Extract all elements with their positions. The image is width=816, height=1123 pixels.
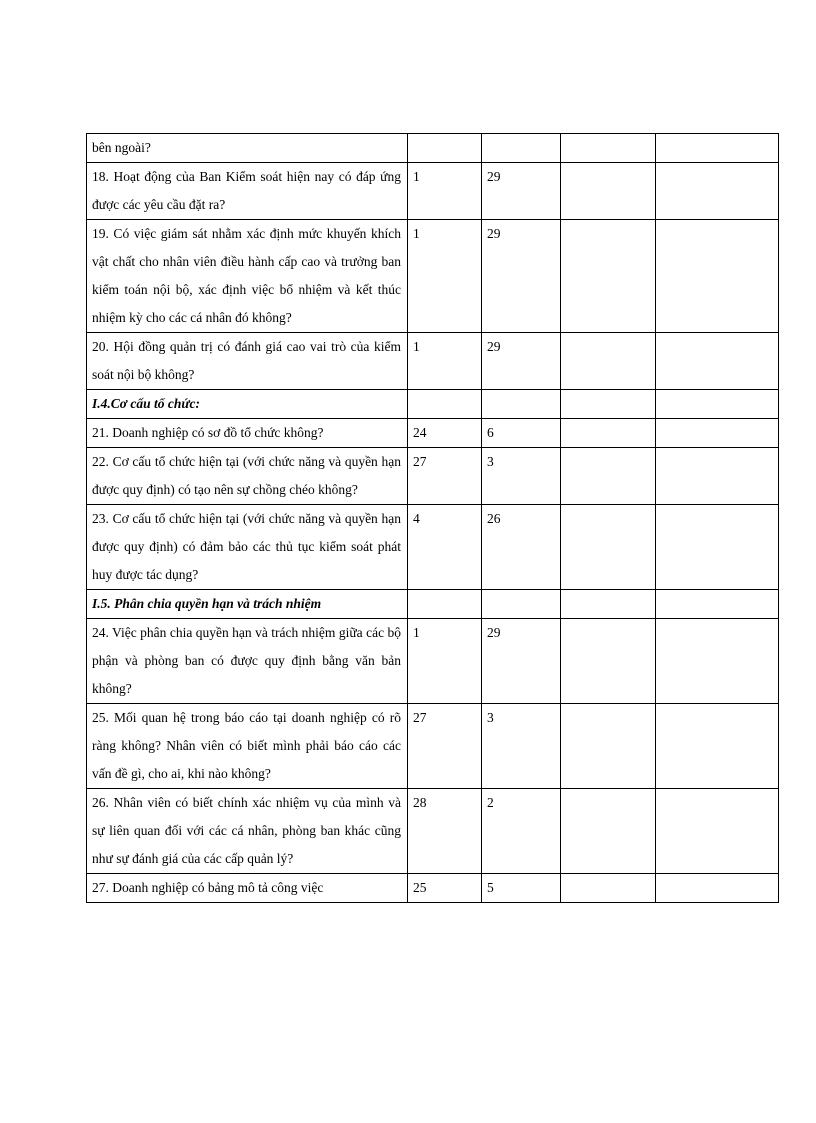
answer-count-2: 29 bbox=[482, 220, 561, 333]
survey-table bbox=[86, 133, 779, 903]
empty-cell bbox=[656, 390, 779, 419]
table-row bbox=[87, 789, 779, 874]
empty-cell bbox=[561, 220, 656, 333]
empty-cell bbox=[656, 134, 779, 163]
empty-cell bbox=[561, 619, 656, 704]
empty-cell bbox=[561, 134, 656, 163]
question-text: 25. Mối quan hệ trong báo cáo tại doanh nghiệp có rõ ràng không? Nhân viên có biết mình phải báo cáo các vấn đề gì, cho ai, khi nào không? bbox=[87, 704, 408, 789]
table-row bbox=[87, 704, 779, 789]
empty-cell bbox=[561, 448, 656, 505]
empty-cell bbox=[408, 590, 482, 619]
section-row bbox=[87, 390, 779, 419]
answer-count-2 bbox=[482, 134, 561, 163]
empty-cell bbox=[561, 789, 656, 874]
table-row bbox=[87, 333, 779, 390]
empty-cell bbox=[482, 590, 561, 619]
empty-cell bbox=[482, 390, 561, 419]
answer-count-1: 27 bbox=[408, 704, 482, 789]
question-text: 23. Cơ cấu tổ chức hiện tại (với chức năng và quyền hạn được quy định) có đảm bảo các thủ tục kiểm soát phát huy được tác dụng? bbox=[87, 505, 408, 590]
empty-cell bbox=[656, 163, 779, 220]
answer-count-1: 28 bbox=[408, 789, 482, 874]
empty-cell bbox=[561, 505, 656, 590]
question-text: 27. Doanh nghiệp có bảng mô tả công việc bbox=[87, 874, 408, 903]
answer-count-1 bbox=[408, 134, 482, 163]
empty-cell bbox=[561, 390, 656, 419]
empty-cell bbox=[561, 333, 656, 390]
question-text: 18. Hoạt động của Ban Kiểm soát hiện nay có đáp ứng được các yêu cầu đặt ra? bbox=[87, 163, 408, 220]
empty-cell bbox=[561, 163, 656, 220]
empty-cell bbox=[561, 704, 656, 789]
empty-cell bbox=[656, 704, 779, 789]
empty-cell bbox=[656, 220, 779, 333]
survey-table-body bbox=[87, 134, 779, 903]
answer-count-2: 3 bbox=[482, 704, 561, 789]
empty-cell bbox=[561, 590, 656, 619]
answer-count-1: 1 bbox=[408, 220, 482, 333]
answer-count-1: 24 bbox=[408, 419, 482, 448]
answer-count-2: 5 bbox=[482, 874, 561, 903]
answer-count-2: 6 bbox=[482, 419, 561, 448]
answer-count-1: 4 bbox=[408, 505, 482, 590]
table-row bbox=[87, 220, 779, 333]
empty-cell bbox=[656, 874, 779, 903]
question-text: 20. Hội đồng quản trị có đánh giá cao vai trò của kiểm soát nội bộ không? bbox=[87, 333, 408, 390]
answer-count-1: 1 bbox=[408, 163, 482, 220]
table-row bbox=[87, 619, 779, 704]
question-text: 26. Nhân viên có biết chính xác nhiệm vụ của mình và sự liên quan đối với các cá nhân, phòng ban khác cũng như sự đánh giá của các cấp quản lý? bbox=[87, 789, 408, 874]
answer-count-2: 29 bbox=[482, 333, 561, 390]
question-text: 24. Việc phân chia quyền hạn và trách nhiệm giữa các bộ phận và phòng ban có được quy định bằng văn bản không? bbox=[87, 619, 408, 704]
table-row bbox=[87, 874, 779, 903]
answer-count-1: 27 bbox=[408, 448, 482, 505]
empty-cell bbox=[656, 789, 779, 874]
question-text: bên ngoài? bbox=[87, 134, 408, 163]
answer-count-2: 29 bbox=[482, 619, 561, 704]
empty-cell bbox=[561, 874, 656, 903]
empty-cell bbox=[656, 448, 779, 505]
answer-count-2: 29 bbox=[482, 163, 561, 220]
table-row bbox=[87, 505, 779, 590]
empty-cell bbox=[656, 333, 779, 390]
question-text: 21. Doanh nghiệp có sơ đồ tổ chức không? bbox=[87, 419, 408, 448]
question-text: 22. Cơ cấu tổ chức hiện tại (với chức năng và quyền hạn được quy định) có tạo nên sự chồng chéo không? bbox=[87, 448, 408, 505]
empty-cell bbox=[561, 419, 656, 448]
question-text: 19. Có việc giám sát nhằm xác định mức khuyến khích vật chất cho nhân viên điều hành cấp cao và trưởng ban kiểm toán nội bộ, xác định việc bổ nhiệm và kết thúc nhiệm kỳ cho các cá nhân đó không? bbox=[87, 220, 408, 333]
table-row bbox=[87, 448, 779, 505]
section-heading: I.5. Phân chia quyền hạn và trách nhiệm bbox=[87, 590, 408, 619]
empty-cell bbox=[656, 419, 779, 448]
empty-cell bbox=[408, 390, 482, 419]
section-row bbox=[87, 590, 779, 619]
table-row bbox=[87, 419, 779, 448]
empty-cell bbox=[656, 619, 779, 704]
table-row bbox=[87, 134, 779, 163]
answer-count-2: 3 bbox=[482, 448, 561, 505]
answer-count-1: 1 bbox=[408, 333, 482, 390]
answer-count-2: 2 bbox=[482, 789, 561, 874]
section-heading: I.4.Cơ cấu tổ chức: bbox=[87, 390, 408, 419]
answer-count-1: 25 bbox=[408, 874, 482, 903]
table-row bbox=[87, 163, 779, 220]
empty-cell bbox=[656, 505, 779, 590]
empty-cell bbox=[656, 590, 779, 619]
answer-count-1: 1 bbox=[408, 619, 482, 704]
answer-count-2: 26 bbox=[482, 505, 561, 590]
